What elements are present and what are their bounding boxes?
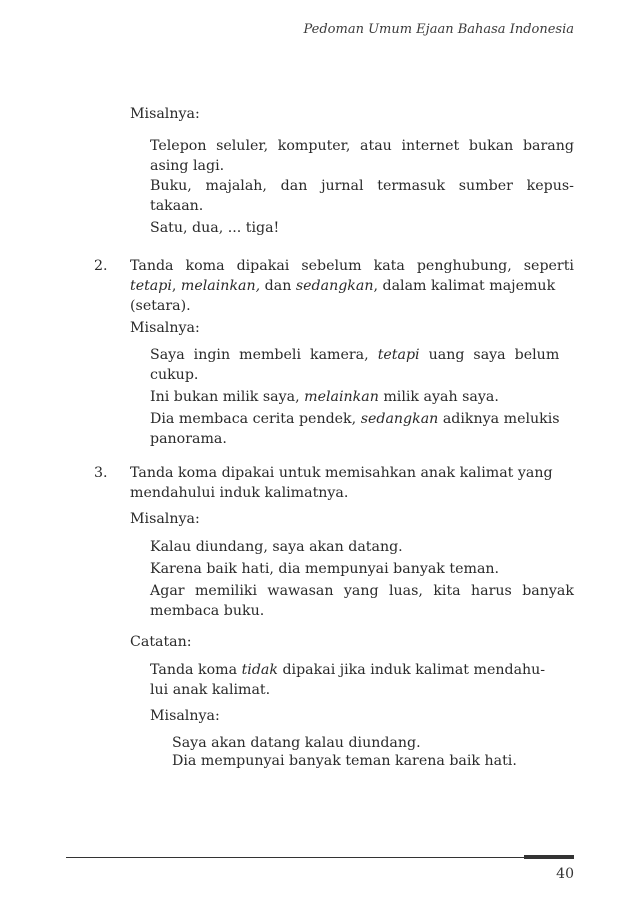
rule-line: (setara). — [130, 298, 191, 314]
rule-line: Tanda koma dipakai untuk memisahkan anak kalimat yang — [130, 465, 553, 481]
example-line: Dia mempunyai banyak teman karena baik hati. — [172, 753, 517, 769]
example-line: asing lagi. — [150, 158, 225, 174]
example-line: panorama. — [150, 431, 227, 447]
note-label: Catatan: — [130, 634, 192, 650]
example-line: Telepon seluler, komputer, atau internet bukan barang — [150, 138, 574, 154]
rule-number: 2. — [94, 258, 108, 274]
example-line: membaca buku. — [150, 603, 265, 619]
example-line: takaan. — [150, 198, 204, 214]
rule-line: mendahului induk kalimatnya. — [130, 485, 349, 501]
example-line: Saya ingin membeli kamera, tetapi uang saya belum — [150, 347, 560, 363]
rule-line: Tanda koma dipakai sebelum kata penghubung, seperti — [130, 258, 574, 274]
footer-accent-bar — [524, 855, 574, 859]
example-label: Misalnya: — [130, 320, 200, 336]
page-number: 40 — [556, 866, 574, 882]
example-label: Misalnya: — [130, 106, 200, 122]
example-label: Misalnya: — [130, 511, 200, 527]
example-line: Dia membaca cerita pendek, sedangkan adiknya melukis — [150, 411, 560, 427]
example-line: Satu, dua, ... tiga! — [150, 220, 280, 236]
example-line: Karena baik hati, dia mempunyai banyak teman. — [150, 561, 500, 577]
footer-rule — [66, 857, 574, 858]
rule-number: 3. — [94, 465, 108, 481]
example-line: Ini bukan milik saya, melainkan milik ayah saya. — [150, 389, 499, 405]
rule-line: tetapi, melainkan, dan sedangkan, dalam kalimat majemuk — [130, 278, 556, 294]
example-line: Agar memiliki wawasan yang luas, kita harus banyak — [150, 583, 574, 599]
example-line: Buku, majalah, dan jurnal termasuk sumber kepus- — [150, 178, 574, 194]
example-label: Misalnya: — [150, 708, 220, 724]
example-line: cukup. — [150, 367, 199, 383]
example-line: Kalau diundang, saya akan datang. — [150, 539, 403, 555]
note-line: Tanda koma tidak dipakai jika induk kalimat mendahu- — [150, 662, 546, 678]
note-line: lui anak kalimat. — [150, 682, 271, 698]
running-header: Pedoman Umum Ejaan Bahasa Indonesia — [303, 22, 574, 37]
example-line: Saya akan datang kalau diundang. — [172, 735, 421, 751]
